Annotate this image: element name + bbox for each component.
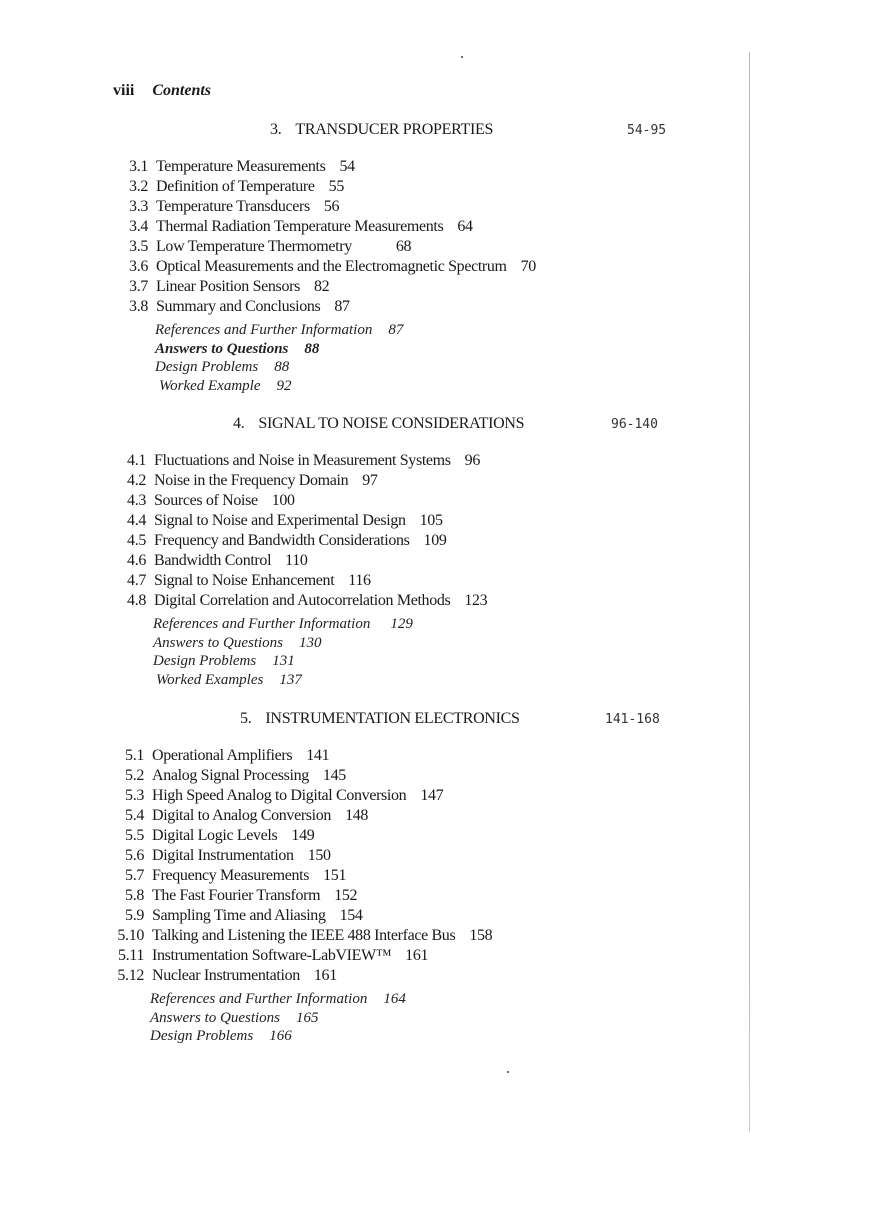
section-title: Bandwidth Control: [154, 552, 272, 569]
backmatter-page: 130: [299, 634, 322, 651]
section-title: Nuclear Instrumentation: [152, 967, 300, 984]
toc-entry: [0, 157, 871, 177]
chapter-title-text: SIGNAL TO NOISE CONSIDERATIONS: [258, 415, 525, 432]
section-number: 5.11: [117, 947, 144, 964]
section-page: 97: [362, 472, 378, 489]
running-head: [113, 82, 211, 100]
section-number: 3.4: [129, 218, 148, 235]
toc-entry: [0, 297, 871, 317]
section-title: Digital to Analog Conversion: [152, 807, 332, 824]
section-title: Frequency and Bandwidth Considerations: [154, 532, 410, 549]
backmatter-page: 166: [269, 1028, 292, 1044]
section-list: [0, 746, 871, 986]
section-page: 150: [307, 847, 331, 864]
chapter-4: [0, 415, 871, 689]
toc-entry: [0, 471, 871, 491]
backmatter-page: 137: [279, 671, 302, 688]
backmatter-page: 88: [304, 340, 320, 357]
section-page: 110: [285, 552, 308, 569]
section-number: 5.3: [125, 787, 144, 804]
backmatter-entry: [150, 1009, 871, 1028]
backmatter-page: 87: [388, 322, 404, 338]
section-title: Temperature Measurements: [156, 158, 326, 175]
section-title: Definition of Temperature: [156, 178, 315, 195]
toc-entry: [0, 826, 871, 846]
section-list: [0, 451, 871, 611]
toc-entry: [0, 746, 871, 766]
section-title: Signal to Noise Enhancement: [154, 572, 335, 589]
backmatter-entry: [153, 652, 871, 671]
backmatter-entry: [150, 1027, 871, 1046]
section-number: 4.3: [127, 492, 146, 509]
section-page: 145: [322, 767, 346, 784]
section-page: 105: [419, 512, 443, 529]
section-title: Temperature Transducers: [156, 198, 310, 215]
backmatter-title: References and Further Information: [150, 991, 368, 1007]
backmatter-list: [153, 615, 871, 689]
toc-entry: [0, 531, 871, 551]
section-title: Summary and Conclusions: [156, 298, 321, 315]
toc-entry: [0, 511, 871, 531]
section-page: 55: [328, 178, 344, 195]
section-page: 147: [420, 787, 444, 804]
backmatter-title: Design Problems: [150, 1028, 254, 1044]
section-page: 149: [291, 827, 315, 844]
section-page: 148: [345, 807, 369, 824]
section-page: 56: [323, 198, 340, 215]
toc-entry: [0, 866, 871, 886]
section-number: 5.8: [125, 887, 144, 904]
page-folio: viii: [113, 82, 135, 99]
section-page: 68: [395, 238, 412, 255]
section-title: Thermal Radiation Temperature Measurements: [156, 218, 444, 235]
toc-entry: [0, 177, 871, 197]
section-page: 70: [520, 258, 536, 275]
section-number: 5.2: [125, 767, 144, 784]
section-title: Digital Correlation and Autocorrelation Methods: [154, 592, 451, 609]
section-page: 158: [469, 927, 493, 944]
section-title: Instrumentation Software-LabVIEW™: [152, 947, 392, 964]
section-page: 116: [348, 572, 371, 589]
toc-entry: [0, 786, 871, 806]
backmatter-title: Answers to Questions: [153, 634, 284, 651]
section-number: 5.9: [125, 907, 144, 924]
backmatter-page: 88: [274, 359, 290, 375]
section-page: 151: [323, 867, 347, 884]
backmatter-page: 131: [272, 653, 295, 669]
toc-entry: [0, 237, 871, 257]
chapter-heading: [0, 415, 871, 437]
section-number: 5.12: [117, 967, 144, 984]
chapter-page-range: 141-168: [605, 712, 660, 727]
section-title: Operational Amplifiers: [152, 747, 293, 764]
section-title: Noise in the Frequency Domain: [154, 472, 349, 489]
backmatter-page: 92: [276, 377, 292, 394]
toc-entry: [0, 197, 871, 217]
toc-entry: [0, 946, 871, 966]
section-title: Fluctuations and Noise in Measurement Systems: [154, 452, 451, 469]
section-number: 4.4: [127, 512, 146, 529]
chapter-title: [270, 121, 493, 139]
backmatter-entry: [153, 615, 871, 634]
section-number: 5.6: [125, 847, 144, 864]
backmatter-title: Answers to Questions: [150, 1009, 281, 1026]
section-number: 3.5: [129, 238, 148, 255]
backmatter-page: 164: [383, 991, 406, 1007]
section-page: 96: [464, 452, 480, 469]
section-title: Sampling Time and Aliasing: [152, 907, 326, 924]
section-page: 109: [423, 532, 447, 549]
chapter-3: [0, 121, 871, 395]
chapter-page-range: 54-95: [627, 123, 667, 138]
backmatter-title: Design Problems: [155, 359, 259, 375]
chapter-page-range: 96-140: [611, 417, 658, 432]
section-title: Digital Instrumentation: [152, 847, 294, 864]
section-page: 152: [334, 887, 358, 904]
backmatter-entry: [156, 671, 871, 690]
chapter-heading: [0, 710, 871, 732]
toc-entry: [0, 571, 871, 591]
section-number: 5.4: [125, 807, 144, 824]
backmatter-list: [155, 321, 871, 395]
chapter-title: [233, 415, 524, 433]
toc-entry: [0, 886, 871, 906]
backmatter-entry: [155, 340, 871, 359]
section-title: Frequency Measurements: [152, 867, 310, 884]
section-page: 82: [313, 278, 330, 295]
section-title: Linear Position Sensors: [156, 278, 300, 295]
scan-speck: [461, 56, 463, 58]
backmatter-title: Answers to Questions: [155, 340, 289, 357]
section-title: Low Temperature Thermometry: [156, 238, 352, 255]
section-number: 4.7: [127, 572, 146, 589]
backmatter-entry: [155, 321, 871, 340]
section-number: 3.7: [129, 278, 148, 295]
chapter-title-text: INSTRUMENTATION ELECTRONICS: [265, 710, 520, 727]
toc-entry: [0, 217, 871, 237]
backmatter-title: Design Problems: [153, 653, 257, 669]
section-page: 141: [306, 747, 330, 764]
section-title: Analog Signal Processing: [152, 767, 309, 784]
section-title: Digital Logic Levels: [152, 827, 278, 844]
section-number: 4.6: [127, 552, 146, 569]
toc-entry: [0, 846, 871, 866]
chapter-number: 3.: [270, 121, 282, 138]
toc-entry: [0, 451, 871, 471]
toc-entry: [0, 591, 871, 611]
section-number: 4.5: [127, 532, 146, 549]
section-number: 5.7: [125, 867, 144, 884]
backmatter-entry: [155, 358, 871, 377]
section-number: 4.1: [127, 452, 146, 469]
toc-entry: [0, 257, 871, 277]
section-page: 64: [457, 218, 473, 235]
backmatter-entry: [159, 377, 871, 396]
section-number: 3.6: [129, 258, 148, 275]
backmatter-title: Worked Examples: [156, 671, 264, 688]
chapter-5: [0, 710, 871, 1046]
toc-entry: [0, 926, 871, 946]
section-page: 154: [339, 907, 363, 924]
section-number: 4.2: [127, 472, 146, 489]
section-page: 87: [334, 298, 350, 315]
scan-speck: [507, 1071, 509, 1073]
section-number: 3.1: [129, 158, 148, 175]
section-page: 100: [271, 492, 295, 509]
backmatter-list: [150, 990, 871, 1046]
backmatter-entry: [150, 990, 871, 1009]
toc-entry: [0, 966, 871, 986]
section-page: 54: [339, 158, 355, 175]
backmatter-title: References and Further Information: [153, 616, 371, 632]
section-title: Sources of Noise: [154, 492, 258, 509]
chapter-number: 4.: [233, 415, 245, 432]
section-number: 5.5: [125, 827, 144, 844]
backmatter-title: References and Further Information: [155, 322, 373, 338]
running-head-section: Contents: [152, 82, 212, 99]
section-number: 5.10: [117, 927, 144, 944]
chapter-number: 5.: [240, 710, 252, 727]
section-page: 161: [313, 967, 337, 984]
section-title: High Speed Analog to Digital Conversion: [152, 787, 407, 804]
backmatter-page: 129: [390, 616, 413, 632]
section-title: Signal to Noise and Experimental Design: [154, 512, 406, 529]
binding-edge-line: [749, 52, 750, 1132]
section-list: [0, 157, 871, 317]
section-number: 4.8: [127, 592, 146, 609]
toc-entry: [0, 277, 871, 297]
toc-entry: [0, 551, 871, 571]
chapter-heading: [0, 121, 871, 143]
section-title: The Fast Fourier Transform: [152, 887, 321, 904]
toc-entry: [0, 806, 871, 826]
toc-entry: [0, 906, 871, 926]
section-title: Talking and Listening the IEEE 488 Interface Bus: [152, 927, 456, 944]
toc-entry: [0, 766, 871, 786]
section-page: 161: [405, 947, 429, 964]
backmatter-title: Worked Example: [159, 377, 261, 394]
section-title: Optical Measurements and the Electromagnetic Spectrum: [156, 258, 507, 275]
chapter-title: [240, 710, 520, 728]
toc-entry: [0, 491, 871, 511]
section-number: 3.8: [129, 298, 148, 315]
chapter-title-text: TRANSDUCER PROPERTIES: [295, 121, 494, 138]
section-page: 123: [464, 592, 488, 609]
backmatter-page: 165: [296, 1009, 319, 1026]
section-number: 3.2: [129, 178, 148, 195]
backmatter-entry: [153, 634, 871, 653]
section-number: 5.1: [125, 747, 144, 764]
section-number: 3.3: [129, 198, 148, 215]
